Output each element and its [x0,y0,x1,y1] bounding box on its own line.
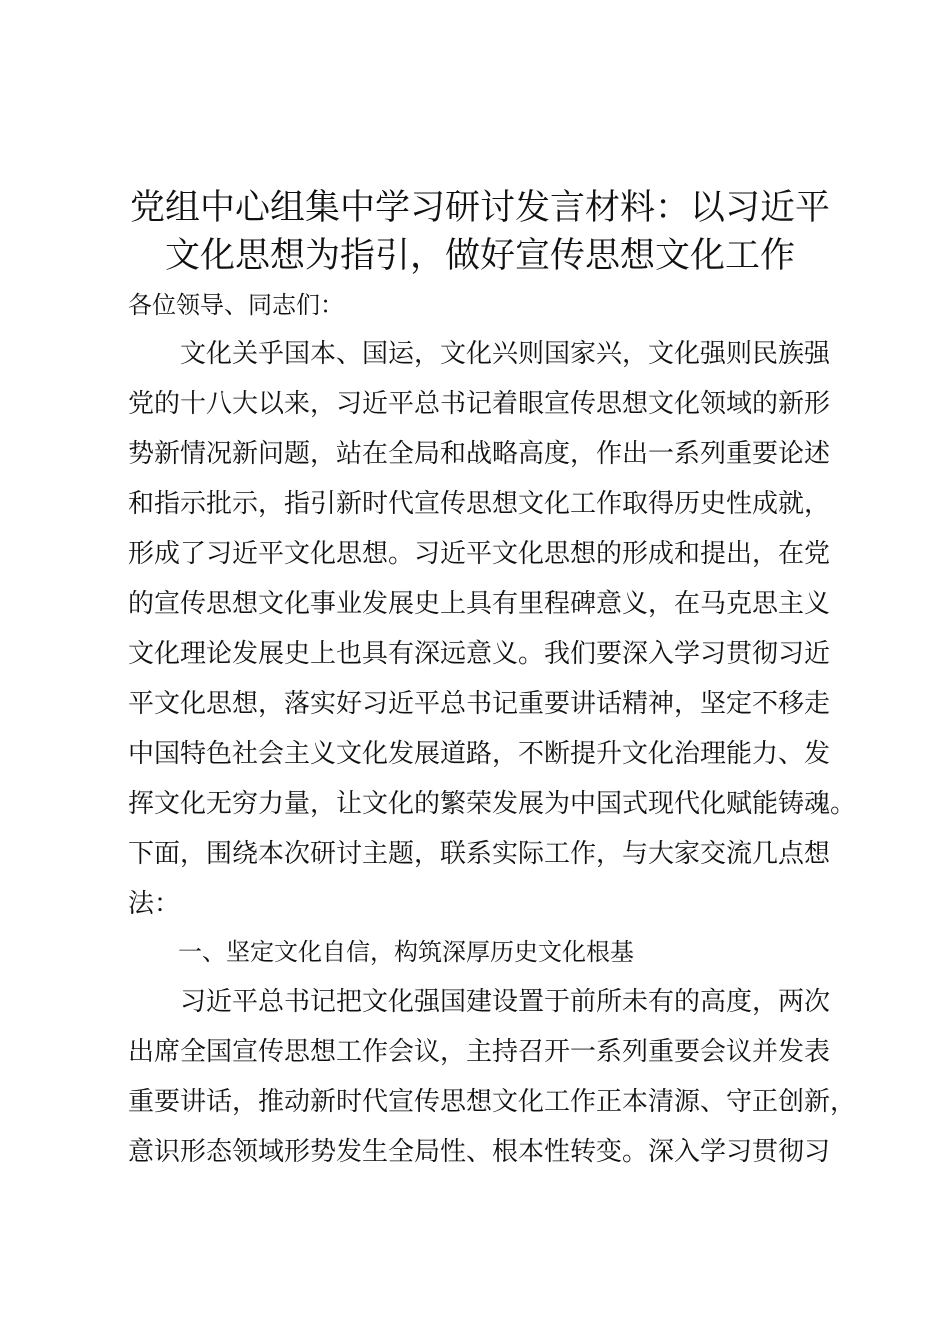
section-line: 出席全国宣传思想工作会议，主持召开一系列重要会议并发表 [128,1037,831,1067]
intro-line: 挥文化无穷力量，让文化的繁荣发展为中国式现代化赋能铸魂。 [128,789,857,819]
intro-line: 文化理论发展史上也具有深远意义。我们要深入学习贯彻习近 [128,639,831,669]
intro-line: 势新情况新问题，站在全局和战略高度，作出一系列重要论述 [128,439,831,469]
intro-line: 法： [128,889,181,919]
intro-line: 中国特色社会主义文化发展道路，不断提升文化治理能力、发 [128,739,831,769]
title-line-2: 文化思想为指引，做好宣传思想文化工作 [164,236,795,276]
intro-line: 下面，围绕本次研讨主题，联系实际工作，与大家交流几点想 [128,839,831,869]
section-line: 意识形态领域形势发生全局性、根本性转变。深入学习贯彻习 [128,1137,831,1167]
intro-line: 形成了习近平文化思想。习近平文化思想的形成和提出，在党 [128,539,831,569]
salutation: 各位领导、同志们： [128,291,344,319]
section-line: 重要讲话，推动新时代宣传思想文化工作正本清源、守正创新， [128,1087,857,1117]
intro-line: 平文化思想，落实好习近平总书记重要讲话精神，坚定不移走 [128,689,831,719]
intro-line: 的宣传思想文化事业发展史上具有里程碑意义，在马克思主义 [128,589,831,619]
intro-line: 党的十八大以来，习近平总书记着眼宣传思想文化领域的新形 [128,389,831,419]
document-title [110,184,850,280]
title-line-1: 党组中心组集中学习研讨发言材料：以习近平 [129,188,830,228]
intro-line: 和指示批示，指引新时代宣传思想文化工作取得历史性成就， [128,489,831,519]
intro-line: 文化关乎国本、国运，文化兴则国家兴，文化强则民族强 [128,339,831,369]
section-line: 习近平总书记把文化强国建设置于前所未有的高度，两次 [128,987,831,1017]
section-heading: 一、坚定文化自信，构筑深厚历史文化根基 [178,938,634,966]
